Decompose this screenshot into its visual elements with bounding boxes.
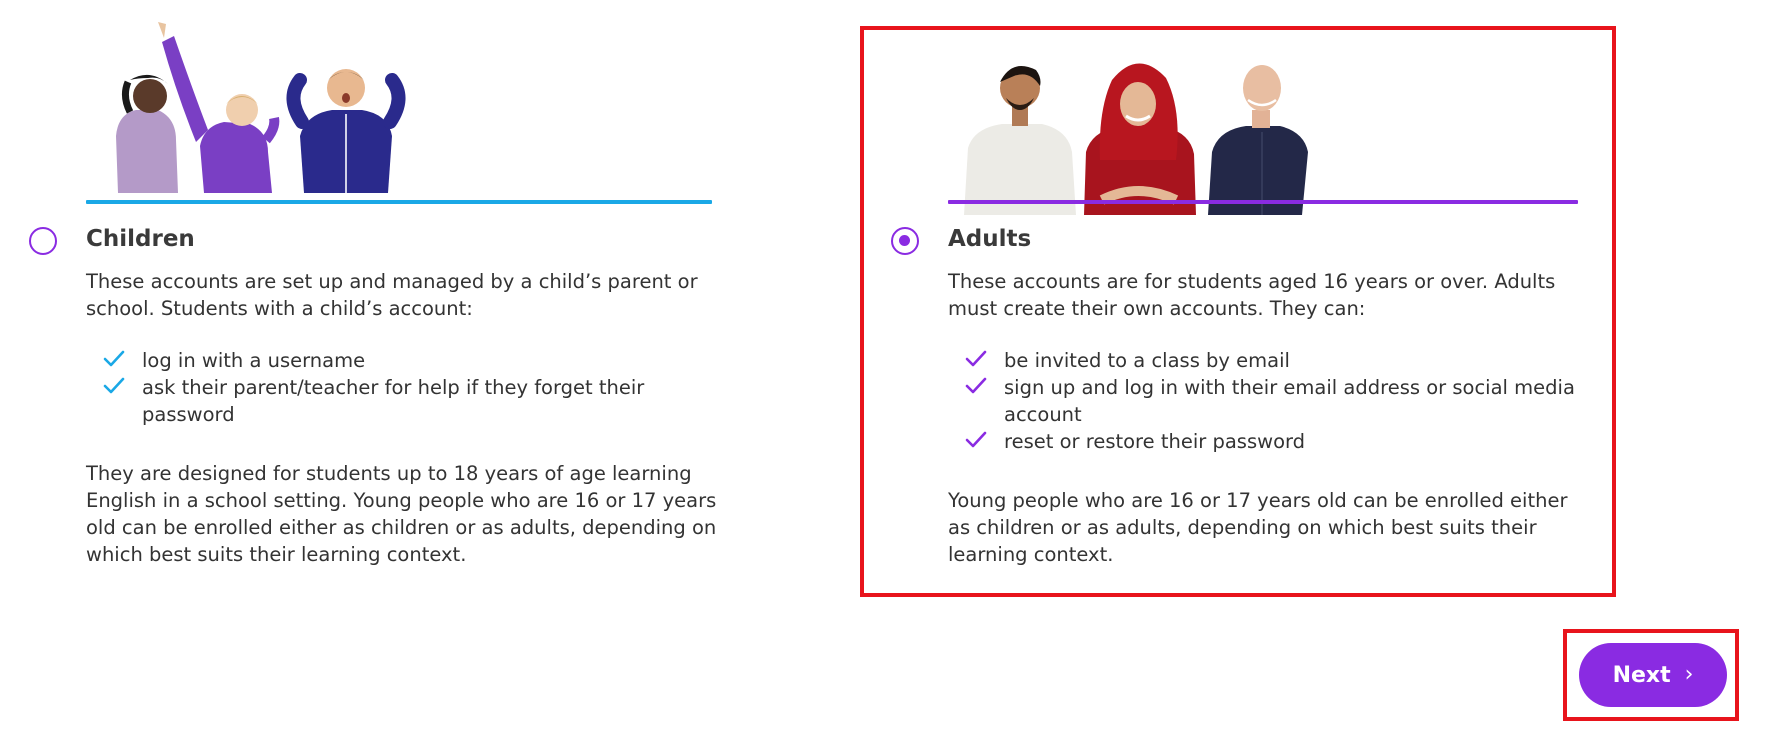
children-feature-item: ask their parent/teacher for help if they forget their password — [86, 374, 696, 428]
children-description: These accounts are set up and managed by a child’s parent or school. Students with a child’s account: — [86, 270, 698, 320]
children-option-card[interactable] — [0, 0, 760, 600]
adults-feature-list — [948, 347, 1578, 455]
check-icon — [964, 376, 988, 396]
next-button-label: Next — [1612, 662, 1671, 688]
children-accent-line — [86, 200, 712, 204]
adults-feature-item: reset or restore their password — [948, 428, 1578, 455]
adults-feature-item: be invited to a class by email — [948, 347, 1578, 374]
children-radio[interactable] — [29, 227, 57, 255]
adults-radio[interactable] — [891, 227, 919, 255]
check-icon — [964, 430, 988, 450]
children-title: Children — [86, 226, 195, 252]
adults-title: Adults — [948, 226, 1032, 252]
next-button-highlight — [1563, 629, 1739, 721]
adults-option-card[interactable] — [860, 26, 1616, 597]
radio-selected-dot — [899, 235, 910, 246]
adult-figure-1 — [964, 66, 1076, 215]
children-feature-list — [86, 347, 696, 428]
adults-accent-line — [948, 200, 1578, 204]
adults-feature-item: sign up and log in with their email address or social media account — [948, 374, 1578, 428]
adults-photo — [962, 40, 1342, 215]
child-figure-3 — [293, 69, 398, 193]
child-figure-1 — [116, 75, 178, 193]
check-icon — [964, 349, 988, 369]
adult-figure-3 — [1208, 65, 1308, 215]
adult-figure-2 — [1084, 63, 1196, 215]
next-button[interactable] — [1579, 643, 1727, 707]
check-icon — [102, 376, 126, 396]
children-feature-item: log in with a username — [86, 347, 696, 374]
check-icon — [102, 349, 126, 369]
chevron-right-icon: › — [1684, 662, 1694, 687]
adults-note: Young people who are 16 or 17 years old can be enrolled either as children or as adults, depending on which best suits their learning context. — [948, 489, 1568, 566]
children-photo — [100, 18, 450, 193]
adults-description: These accounts are for students aged 16 years or over. Adults must create their own accounts. They can: — [948, 270, 1556, 320]
children-note: They are designed for students up to 18 years of age learning English in a school setting. Young people who are 16 or 17 years old can be enrolled either as children or as adults, depending on which best suits their learning context. — [86, 462, 717, 566]
